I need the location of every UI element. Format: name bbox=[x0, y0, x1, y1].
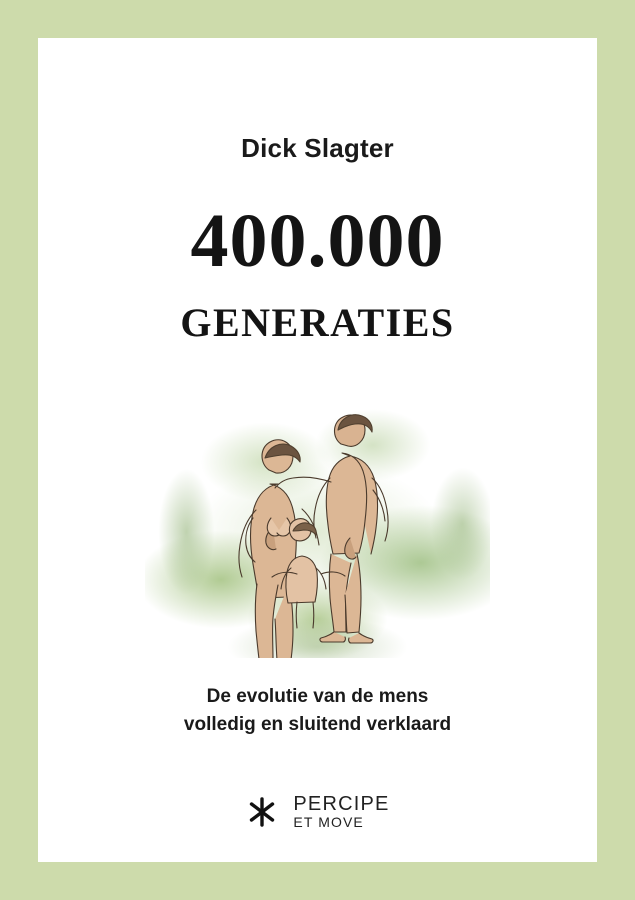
book-cover bbox=[38, 38, 597, 862]
cover-illustration bbox=[145, 378, 490, 658]
cover-tagline bbox=[38, 683, 597, 738]
title-main: 400.000 bbox=[190, 199, 445, 283]
title-subtitle: GENERATIES bbox=[180, 300, 455, 345]
family-figures-drawing bbox=[145, 378, 490, 658]
tagline-line-1: De evolutie van de mens bbox=[206, 686, 429, 707]
publisher-name bbox=[293, 794, 389, 830]
author-name: Dick Slagter bbox=[241, 133, 394, 163]
tagline-line-2: volledig en sluitend verklaard bbox=[183, 713, 452, 735]
asterisk-mark-icon bbox=[245, 793, 279, 831]
publisher-block bbox=[38, 793, 597, 831]
publisher-name-line-2: ET MOVE bbox=[293, 814, 364, 831]
publisher-name-line-1: PERCIPE bbox=[293, 793, 390, 816]
